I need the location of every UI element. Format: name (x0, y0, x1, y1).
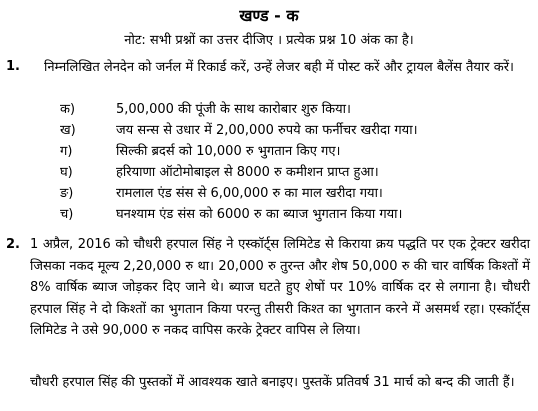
transaction-item (60, 162, 530, 183)
question-2-number: 2. (6, 237, 20, 252)
transaction-text: घनश्याम एंड संस को 6000 रु का ब्याज भुगतान किया गया। (116, 207, 403, 222)
transaction-item (60, 204, 530, 225)
transaction-item (60, 120, 530, 141)
question-1-text: निम्नलिखित लेनदेन को जर्नल में रिकार्ड करें, उन्हें लेजर बही में पोस्ट करें और ट्रायल बैलेंस तैयार करें। (44, 60, 514, 75)
transaction-item (60, 141, 530, 162)
question-2-instruction: चौधरी हरपाल सिंह की पुस्तकों में आवश्यक खाते बनाइए। पुस्तकें प्रतिवर्ष 31 मार्च को बन्द की जाती हैं। (30, 375, 515, 390)
transaction-label: ङ) (60, 186, 74, 201)
transaction-text: रामलाल एंड संस से 6,00,000 रु का माल खरीदा गया। (116, 186, 383, 201)
transaction-label: क) (60, 102, 76, 117)
question-1-number: 1. (6, 59, 20, 74)
transaction-list (60, 99, 530, 225)
transaction-label: ख) (60, 123, 76, 138)
transaction-label: ग) (60, 144, 73, 159)
question-2-text: 1 अप्रैल, 2016 को चौधरी हरपाल सिंह ने एस्कॉर्ट्स लिमिटेड से किराया क्रय पद्धति पर एक ट्रेक्टर खरीदा जिसका नकद मूल्य 2,20,000 रु था। 20,000 रु तुरन्त और शेष 50,000 रु की चार वार्षिक किश्तों में 8% वार्षिक ब्याज जोड़कर दिए जाने थे। ब्याज घटते हुए शेषों पर 10% वार्षिक दर से लगाना है। चौधरी हरपाल सिंह ने दो किश्तों का भुगतान किया परन्तु तीसरी किश्त का भुगतान करने में असमर्थ रहा। एस्कॉर्ट्स लिमिटेड ने उसे 90,000 रु नकद वापिस करके ट्रेक्टर वापिस ले लिया। (30, 237, 530, 338)
section-title: खण्ड - क (239, 6, 299, 25)
transaction-item (60, 99, 530, 120)
transaction-text: 5,00,000 की पूंजी के साथ कारोबार शुरु किया। (116, 102, 351, 117)
instruction-note: नोट: सभी प्रश्नों का उत्तर दीजिए । प्रत्येक प्रश्न 10 अंक का है। (124, 33, 414, 48)
transaction-text: सिल्की ब्रदर्स को 10,000 रु भुगतान किए गए। (116, 144, 341, 159)
transaction-text: हरियाणा ऑटोमोबाइल से 8000 रु कमीशन प्राप्त हुआ। (116, 165, 379, 180)
transaction-text: जय सन्स से उधार में 2,00,000 रुपये का फर्नीचर खरीदा गया। (116, 123, 418, 138)
transaction-label: च) (60, 207, 74, 222)
transaction-label: घ) (60, 165, 73, 180)
transaction-item (60, 183, 530, 204)
